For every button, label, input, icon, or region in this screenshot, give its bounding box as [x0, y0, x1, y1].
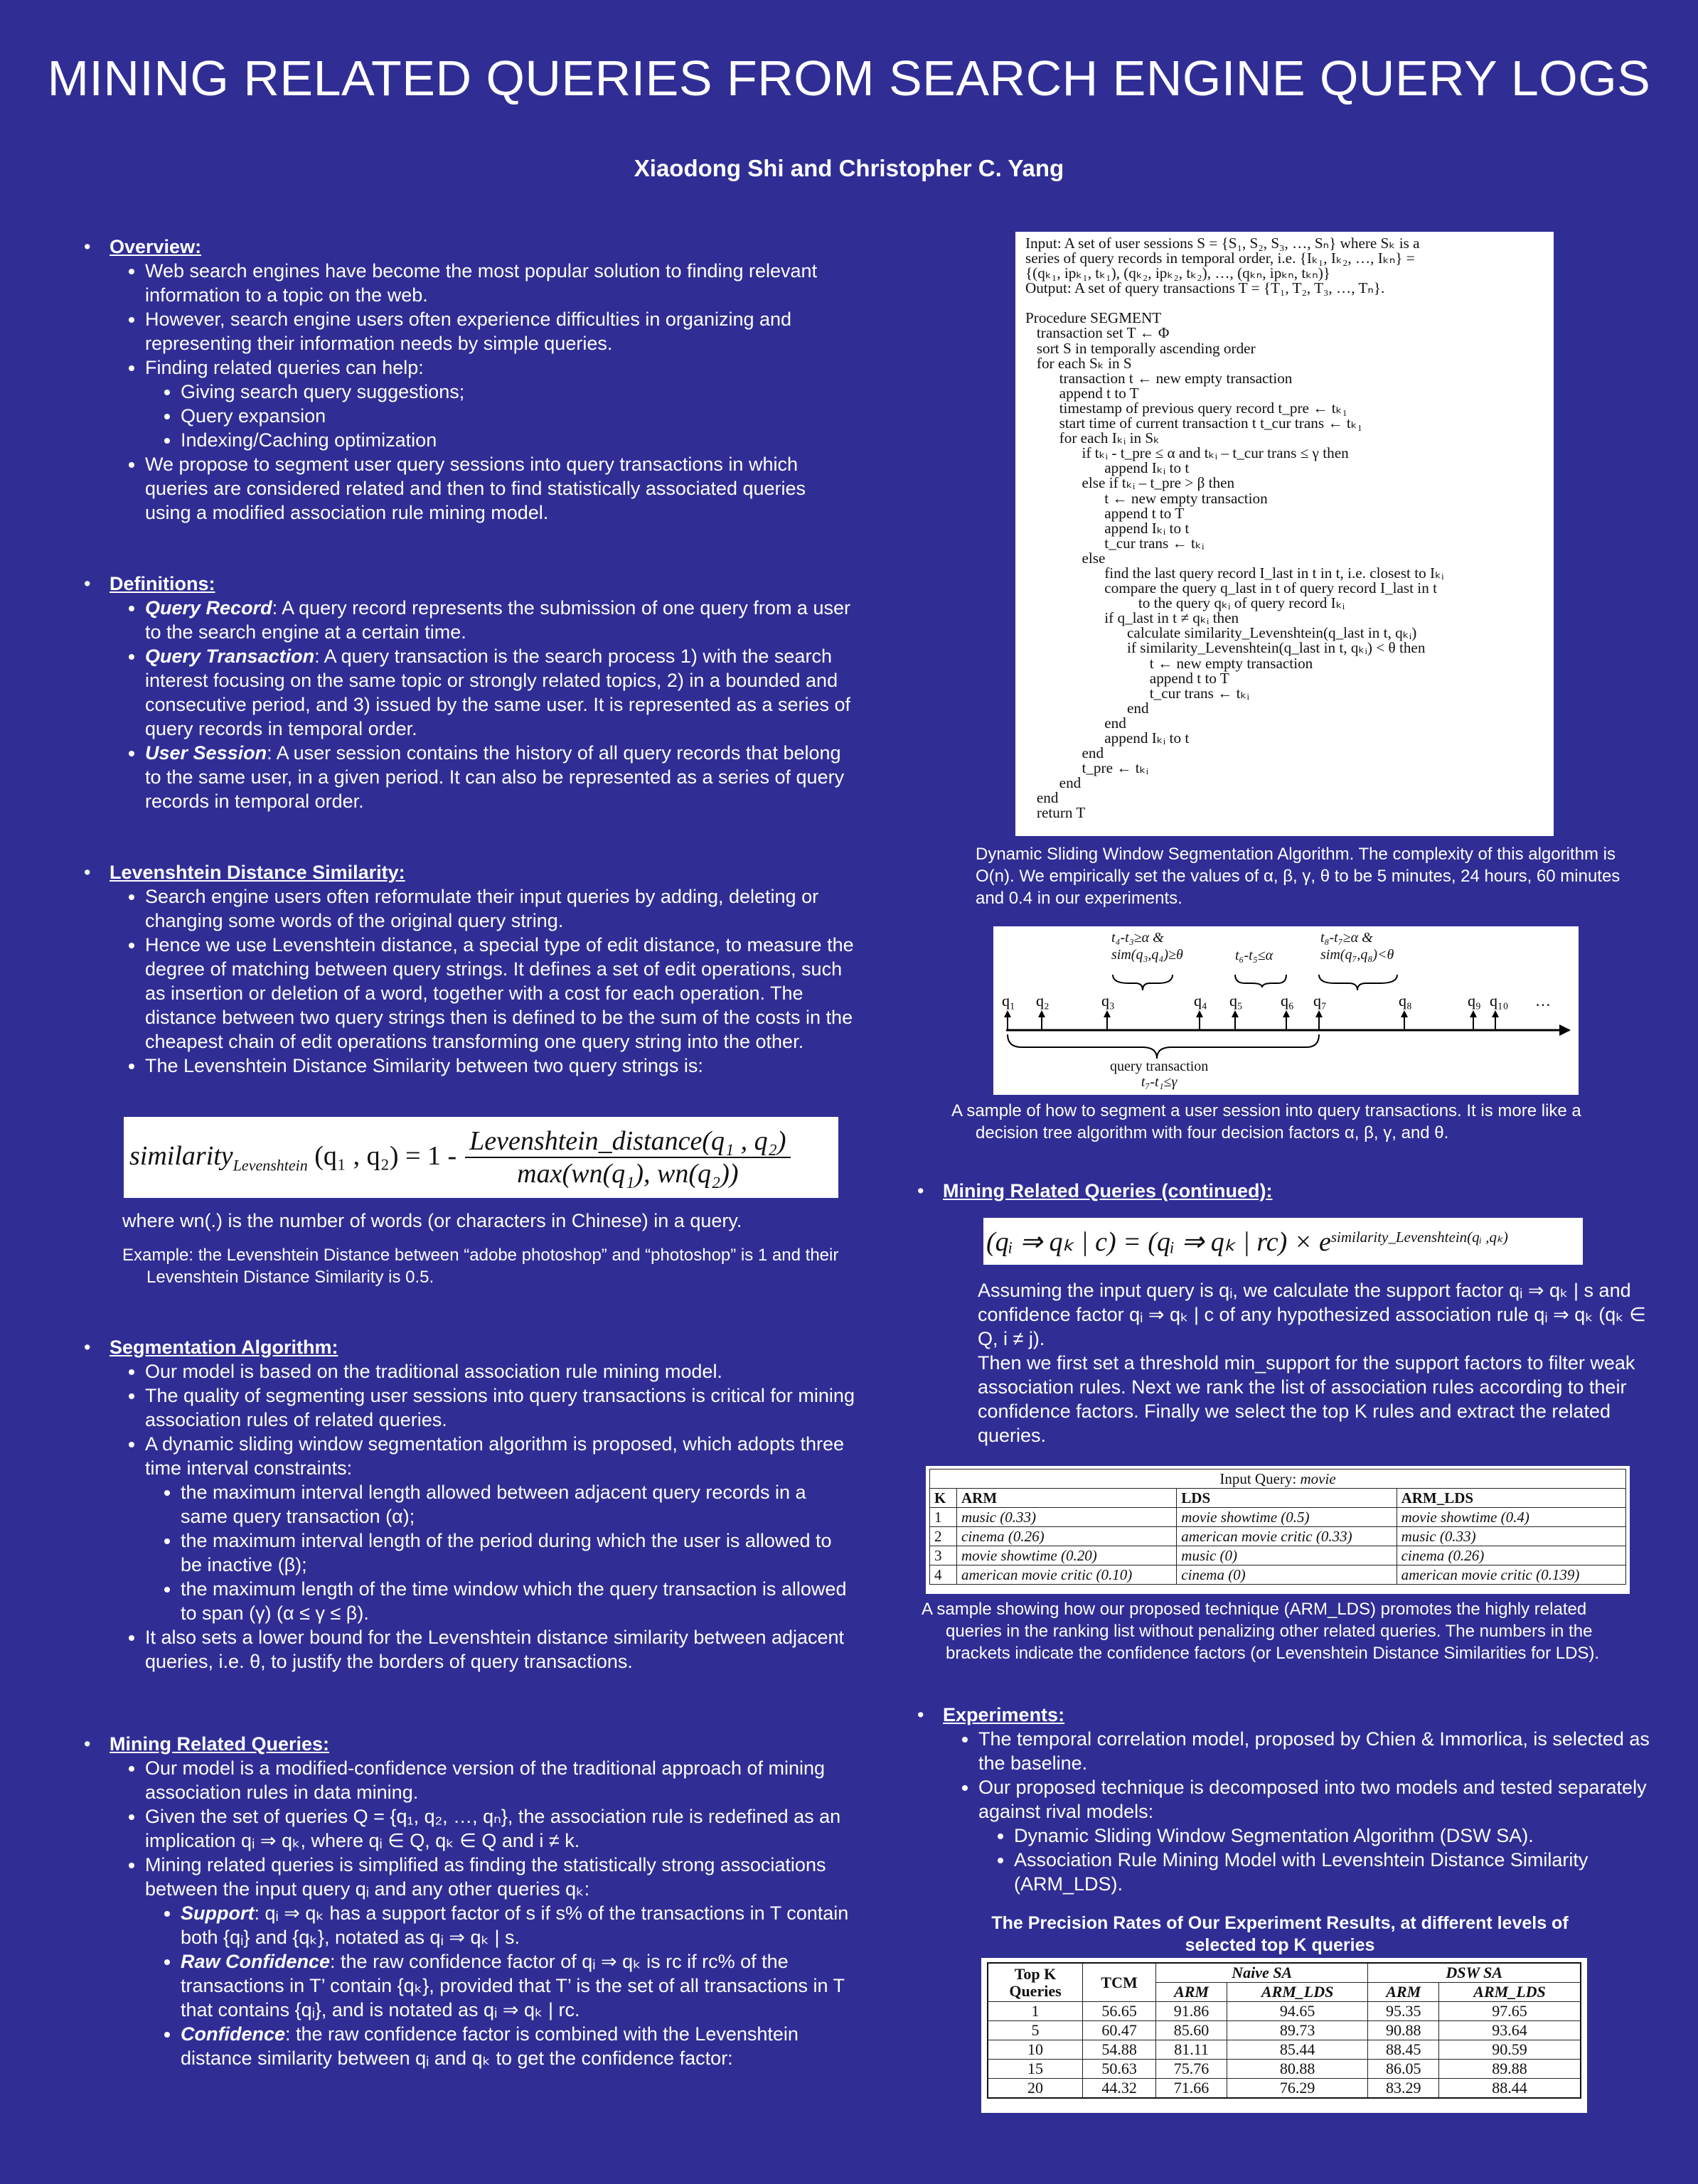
algorithm-line: start time of current transaction t t_cur trans ← tₖ₁	[1025, 414, 1363, 432]
brace-d	[1008, 1034, 1319, 1059]
experiments-section	[917, 1703, 1650, 1896]
confidence-formula-exponent: similarity_Levenshtein(qᵢ ,qₖ)	[1330, 1228, 1508, 1246]
algorithm-line: t_cur trans ← tₖᵢ	[1025, 534, 1205, 552]
precision-table-title: The Precision Rates of Our Experiment Results, at different levels of selected top K queries	[991, 1913, 1569, 1955]
term-user-session: User Session	[145, 742, 267, 764]
confidence-formula	[983, 1218, 1583, 1265]
header-top-k: Top K Queries	[988, 1963, 1083, 2002]
timeline-query-label: q₇	[1313, 992, 1327, 1010]
algorithm-line: append Iₖᵢ to t	[1025, 459, 1190, 477]
segmentation-sub-1: • the maximum interval length allowed between adjacent query records in a same query transaction (α);	[181, 1480, 855, 1529]
table-cell: american movie critic (0.33)	[1177, 1527, 1397, 1546]
query-table-column-header: ARM	[957, 1489, 1177, 1508]
overview-heading: Overview:	[110, 236, 202, 257]
table-cell: 5	[988, 2021, 1083, 2040]
mining-bullet-2: • Given the set of queries Q = {q₁, q₂, …, qₙ}, the association rule is redefined as an implication qᵢ ⇒ qₖ, where qᵢ ∈ Q, qₖ ∈ Q and i ≠ k.	[145, 1804, 855, 1853]
table-cell: cinema (0.26)	[957, 1527, 1177, 1546]
overview-sub-3: • Indexing/Caching optimization	[181, 428, 855, 452]
table-row	[930, 1565, 1626, 1585]
definition-query-record-text: : A query record represents the submission of one query from a user to the search engine at a certain time.	[145, 597, 850, 643]
table-cell: 86.05	[1368, 2060, 1439, 2079]
table-cell: 71.66	[1156, 2079, 1227, 2099]
table-cell: 60.47	[1083, 2021, 1156, 2040]
timeline-query-label: q₁₀	[1490, 992, 1509, 1010]
overview-bullet-2: • However, search engine users often experience difficulties in organizing and representing their information needs by simple queries.	[145, 307, 855, 355]
algorithm-line: if tₖᵢ - t_pre ≤ α and tₖᵢ – t_cur trans ≤ γ then	[1025, 444, 1349, 462]
definition-query-transaction-text: : A query transaction is the search process 1) with the search interest focusing on the same topic or strongly related topics, 2) in a bounded and consecutive period, and 3) issued by the same user. It is represented as a series of query records in temporal order.	[145, 646, 851, 739]
overview-sub-1: • Giving search query suggestions;	[181, 380, 855, 404]
right-column	[917, 1179, 1650, 1203]
formula-similarity: similarity	[129, 1140, 233, 1171]
timeline-svg	[993, 926, 1579, 1095]
definition-user-session	[145, 741, 855, 813]
algorithm-line: Output: A set of query transactions T = {T₁, T₂, T₃, …, Tₙ}.	[1025, 279, 1385, 297]
mining2-section	[917, 1179, 1650, 1203]
algorithm-line	[1025, 296, 1544, 311]
algorithm-line: t_cur trans ← tₖᵢ	[1025, 684, 1249, 702]
term-confidence: Confidence	[181, 2023, 286, 2045]
table-cell: 89.88	[1439, 2060, 1581, 2079]
table-cell: 95.35	[1368, 2002, 1439, 2021]
table-cell: 20	[988, 2079, 1083, 2099]
formula-denominator: max(wn(q₁), wn(q₂))	[517, 1159, 739, 1189]
confidence-formula-main: (qᵢ ⇒ qₖ | c) = (qᵢ ⇒ qₖ | rc) × e	[986, 1226, 1331, 1257]
algorithm-line: {(qₖ₁, ipₖ₁, tₖ₁), (qₖ₂, ipₖ₂, tₖ₂), …, (qₖₙ, ipₖₙ, tₖₙ)}	[1025, 264, 1330, 282]
algorithm-line: else if tₖᵢ – t_pre > β then	[1025, 474, 1235, 492]
table-cell: 89.73	[1227, 2021, 1367, 2040]
algorithm-line: t ← new empty transaction	[1025, 489, 1268, 507]
overview-bullet-3-text: Finding related queries can help:	[145, 357, 424, 378]
query-table-column-header: LDS	[1177, 1489, 1397, 1508]
query-table-column-header: K	[930, 1489, 957, 1508]
algorithm-line: end	[1025, 744, 1104, 762]
algorithm-line: calculate similarity_Levenshtein(q_last in t, qₖᵢ)	[1025, 624, 1417, 642]
mining2-bullet-1: Assuming the input query is qᵢ, we calculate the support factor qᵢ ⇒ qₖ | s and confidence factor qᵢ ⇒ qₖ | c of any hypothesized association rule qᵢ ⇒ qₖ (qₖ ∈ Q, i ≠ j).	[978, 1280, 1646, 1349]
levenshtein-bullet-2: • Hence we use Levenshtein distance, a special type of edit distance, to measure the degree of matching between query strings. It defines a set of edit operations, such as insertion or deletion of a word, together with a cost for each operation. The distance between two query strings then is defined to be the sum of the costs in the cheapest chain of edit operations transforming one query string into the other.	[145, 933, 855, 1054]
experiments-sub-1: • Dynamic Sliding Window Segmentation Algorithm (DSW SA).	[1014, 1824, 1650, 1848]
algorithm-line: end	[1025, 714, 1126, 732]
label-a-line1: t₄-t₃≥α &	[1111, 930, 1164, 946]
table-cell: 50.63	[1083, 2060, 1156, 2079]
table-cell: 93.64	[1439, 2021, 1581, 2040]
levenshtein-bullet-3: • The Levenshtein Distance Similarity between two query strings is:	[145, 1054, 855, 1078]
overview-bullet-1: • Web search engines have become the most popular solution to finding relevant information to a topic on the web.	[145, 259, 855, 307]
algorithm-line: transaction set T ← Φ	[1025, 324, 1170, 342]
table-cell: 1	[988, 2002, 1083, 2021]
brace-a	[1113, 975, 1173, 990]
algorithm-line: append t to T	[1025, 669, 1229, 687]
algorithm-line: append Iₖᵢ to t	[1025, 729, 1190, 746]
timeline-arrowhead	[1559, 1024, 1571, 1036]
algorithm-line: series of query records in temporal order, i.e. {Iₖ₁, Iₖ₂, …, Iₖₙ} =	[1025, 250, 1415, 267]
table-cell: 97.65	[1439, 2002, 1581, 2021]
timeline-tick-arrow	[1283, 1010, 1290, 1017]
algorithm-line: else	[1025, 549, 1106, 567]
algorithm-line: to the query qₖᵢ of query record Iₖᵢ	[1025, 594, 1345, 612]
timeline-tick-arrow	[1470, 1010, 1477, 1017]
precision-table-box	[981, 1958, 1587, 2113]
experiments-bullet-2-text: Our proposed technique is decomposed into two models and tested separately against rival models:	[978, 1777, 1647, 1822]
algorithm-line: compare the query q_last in t of query record I_last in t	[1025, 579, 1437, 597]
mining2-bullet-2: Then we first set a threshold min_support for the support factors to filter weak association rules. Next we rank the list of association rules according to their confidence factors. Finally we select the top K rules and extract the related queries.	[978, 1352, 1635, 1446]
left-column	[84, 235, 855, 1078]
segmentation-bullet-3-text: A dynamic sliding window segmentation algorithm is proposed, which adopts three time interval constraints:	[145, 1433, 845, 1479]
header-dsw-arm-lds: ARM_LDS	[1439, 1983, 1581, 2002]
experiments-sub-2: • Association Rule Mining Model with Levenshtein Distance Similarity (ARM_LDS).	[1014, 1848, 1650, 1896]
table-cell: 2	[930, 1527, 957, 1546]
formula-args: (q₁ , q₂) = 1 -	[314, 1140, 457, 1171]
query-table-box	[926, 1466, 1630, 1594]
timeline-query-label: q₆	[1281, 992, 1294, 1010]
table-cell: 75.76	[1156, 2060, 1227, 2079]
term-support: Support	[181, 1902, 255, 1924]
formula-lhs	[129, 1140, 456, 1175]
table-row	[930, 1508, 1626, 1527]
table-row	[988, 2002, 1581, 2021]
query-table	[929, 1469, 1626, 1585]
segmentation-section	[84, 1335, 855, 1674]
table-cell: 76.29	[1227, 2079, 1367, 2099]
table-cell: 88.45	[1368, 2040, 1439, 2060]
table-row	[988, 2060, 1581, 2079]
mining-support	[181, 1901, 855, 1949]
label-a-line2: sim(q₃,q₄)≥θ	[1111, 947, 1183, 963]
timeline-ticks	[1002, 992, 1551, 1030]
table-row	[930, 1546, 1626, 1565]
table-cell: 85.44	[1227, 2040, 1367, 2060]
precision-table-body	[988, 2002, 1581, 2099]
definition-query-record	[145, 596, 855, 644]
timeline-diagram	[993, 926, 1579, 1095]
term-raw-confidence: Raw Confidence	[181, 1951, 331, 1972]
mining-heading: Mining Related Queries:	[110, 1733, 330, 1755]
timeline-tick-arrow	[1104, 1010, 1111, 1017]
left-column-lower	[84, 1335, 855, 2070]
mining-bullet-3-text: Mining related queries is simplified as finding the statistically strong associations between the input query qᵢ and any other queries qₖ:	[145, 1854, 826, 1900]
table-cell: music (0)	[1177, 1546, 1397, 1565]
formula-fraction	[465, 1125, 790, 1189]
mining-bullet-3	[145, 1853, 855, 2070]
table-cell: american movie critic (0.139)	[1397, 1565, 1625, 1585]
term-query-transaction: Query Transaction	[145, 646, 315, 667]
header-naive-sa: Naive SA	[1156, 1963, 1368, 1983]
algorithm-line: end	[1025, 699, 1149, 717]
algorithm-lines	[1025, 236, 1544, 821]
label-a	[1111, 929, 1183, 963]
table-cell: movie showtime (0.5)	[1177, 1508, 1397, 1527]
table-cell: music (0.33)	[957, 1508, 1177, 1527]
table-row	[988, 2040, 1581, 2060]
algorithm-line: t_pre ← tₖᵢ	[1025, 759, 1149, 777]
mining-section	[84, 1732, 855, 2070]
table-cell: 94.65	[1227, 2002, 1367, 2021]
definition-query-transaction	[145, 644, 855, 741]
timeline-tick-arrow	[1401, 1010, 1408, 1017]
table-cell: music (0.33)	[1397, 1527, 1625, 1546]
poster-title: MINING RELATED QUERIES FROM SEARCH ENGINE QUERY LOGS	[47, 50, 1651, 106]
experiments-column	[917, 1703, 1650, 1896]
query-table-title	[930, 1470, 1626, 1489]
timeline-query-label: …	[1535, 992, 1551, 1010]
levenshtein-heading: Levenshtein Distance Similarity:	[110, 862, 405, 883]
table-cell: american movie critic (0.10)	[957, 1565, 1177, 1585]
query-table-header	[930, 1489, 1626, 1508]
table-cell: movie showtime (0.4)	[1397, 1508, 1625, 1527]
mining-confidence-text: : the raw confidence factor is combined with the Levenshtein distance similarity between qᵢ and qₖ to get the confidence factor:	[181, 2023, 799, 2069]
table-row	[988, 2021, 1581, 2040]
timeline-tick-arrow	[1004, 1010, 1011, 1017]
header-dsw-arm: ARM	[1368, 1983, 1439, 2002]
timeline-tick-arrow	[1492, 1010, 1499, 1017]
overview-bullet-3	[145, 355, 855, 452]
poster-authors: Xiaodong Shi and Christopher C. Yang	[634, 155, 1064, 181]
table-cell: cinema (0)	[1177, 1565, 1397, 1585]
timeline-query-label: q₄	[1194, 992, 1207, 1010]
levenshtein-notes	[122, 1209, 848, 1288]
levenshtein-example: Example: the Levenshtein Distance between “adobe photoshop” and “photoshop” is 1 and their Levenshtein Distance Similarity is 0.5.	[122, 1246, 839, 1287]
segmentation-sub-2: • the maximum interval length of the period during which the user is allowed to be inactive (β);	[181, 1529, 855, 1577]
table-cell: movie showtime (0.20)	[957, 1546, 1177, 1565]
label-d-line2: t₇-t₁≤γ	[1141, 1074, 1178, 1090]
brace-b	[1235, 975, 1286, 987]
table-cell: 1	[930, 1508, 957, 1527]
algorithm-line: find the last query record I_last in t in t, i.e. closest to Iₖᵢ	[1025, 564, 1444, 582]
precision-table	[987, 1962, 1581, 2099]
formula-numerator: Levenshtein_distance(q₁ , q₂)	[465, 1125, 790, 1158]
mining-support-text: : qᵢ ⇒ qₖ has a support factor of s if s% of the transactions in T contain both {qᵢ} and {qₖ}, notated as qᵢ ⇒ qₖ | s.	[181, 1902, 849, 1948]
table-cell: 44.32	[1083, 2079, 1156, 2099]
timeline-query-label: q₂	[1036, 992, 1050, 1010]
segmentation-bullet-3	[145, 1432, 855, 1625]
levenshtein-section	[84, 860, 855, 1078]
definitions-section	[84, 572, 855, 813]
algorithm-line: Input: A set of user sessions S = {S₁, S₂, S₃, …, Sₙ} where Sₖ is a	[1025, 235, 1420, 252]
table-cell: 90.59	[1439, 2040, 1581, 2060]
algorithm-line: timestamp of previous query record t_pre ← tₖ₁	[1025, 399, 1347, 417]
term-query-record: Query Record	[145, 597, 272, 619]
overview-bullet-4: • We propose to segment user query sessions into query transactions in which queries are considered related and then to find statistically associated queries using a modified association rule mining model.	[145, 452, 855, 525]
definition-user-session-text: : A user session contains the history of all query records that belong to the same user, in a given period. It can also be represented as a series of query records in temporal order.	[145, 742, 845, 812]
query-table-caption: A sample showing how our proposed technique (ARM_LDS) promotes the highly related queries in the ranking list without penalizing other related queries. The numbers in the brackets indicate the confidence factors (or Levenshtein Distance Similarities for LDS).	[922, 1600, 1600, 1663]
label-c-line2: sim(q₇,q₈)<θ	[1320, 947, 1394, 963]
label-c	[1320, 929, 1394, 963]
algorithm-line: for each Sₖ in S	[1025, 354, 1132, 372]
algorithm-line: Procedure SEGMENT	[1025, 309, 1162, 327]
table-cell: 15	[988, 2060, 1083, 2079]
table-cell: 83.29	[1368, 2079, 1439, 2099]
mining-raw-confidence-text: : the raw confidence factor of qᵢ ⇒ qₖ is rc if rc% of the transactions in T’ contain {qₖ}, provided that T’ is the set of all transactions in T that contains {qᵢ}, and is notated as qᵢ ⇒ qₖ | rc.	[181, 1951, 845, 2020]
timeline-tick-arrow	[1196, 1010, 1203, 1017]
header-tcm: TCM	[1083, 1963, 1156, 2002]
table-cell: 54.88	[1083, 2040, 1156, 2060]
table-cell: 81.11	[1156, 2040, 1227, 2060]
query-table-column-header: ARM_LDS	[1397, 1489, 1625, 1508]
segmentation-heading: Segmentation Algorithm:	[110, 1337, 338, 1358]
definitions-heading: Definitions:	[110, 573, 215, 594]
segmentation-bullet-2: • The quality of segmenting user sessions into query transactions is critical for mining association rules of related queries.	[145, 1383, 855, 1432]
label-d	[1110, 1059, 1208, 1090]
formula-subscript: Levenshtein	[233, 1156, 308, 1174]
algorithm-line: end	[1025, 789, 1059, 807]
table-cell: 4	[930, 1565, 957, 1585]
mining-bullet-1: • Our model is a modified-confidence version of the traditional approach of mining association rules in data mining.	[145, 1756, 855, 1804]
table-cell: 10	[988, 2040, 1083, 2060]
table-cell: 91.86	[1156, 2002, 1227, 2021]
mining-confidence	[181, 2022, 855, 2070]
mining2-bullets	[942, 1278, 1653, 1447]
timeline-tick-arrow	[1315, 1010, 1323, 1017]
levenshtein-formula	[124, 1117, 838, 1198]
experiments-heading: Experiments:	[943, 1704, 1065, 1725]
label-d-line1: query transaction	[1110, 1059, 1209, 1074]
mining2-heading: Mining Related Queries (continued):	[943, 1180, 1273, 1201]
timeline-tick-arrow	[1038, 1010, 1045, 1017]
levenshtein-bullet-1: • Search engine users often reformulate their input queries by adding, deleting or changing some words of the original query string.	[145, 884, 855, 933]
header-dsw-sa: DSW SA	[1368, 1963, 1581, 1983]
timeline-caption: A sample of how to segment a user session into query transactions. It is more like a decision tree algorithm with four decision factors α, β, γ, and θ.	[951, 1101, 1581, 1142]
query-table-title-query: movie	[1300, 1470, 1336, 1487]
timeline-query-label: q₅	[1229, 992, 1243, 1010]
algorithm-line: append t to T	[1025, 384, 1139, 402]
overview-sub-2: • Query expansion	[181, 404, 855, 428]
segmentation-bullet-1: • Our model is based on the traditional association rule mining model.	[145, 1359, 855, 1383]
algorithm-line: t ← new empty transaction	[1025, 654, 1313, 672]
algorithm-line: end	[1025, 774, 1082, 792]
header-naive-arm: ARM	[1156, 1983, 1227, 2002]
wn-note: where wn(.) is the number of words (or characters in Chinese) in a query.	[122, 1210, 742, 1231]
algorithm-box	[1015, 232, 1554, 836]
algorithm-line: return T	[1025, 804, 1086, 822]
label-c-line1: t₈-t₇≥α &	[1320, 930, 1373, 946]
table-cell: 3	[930, 1546, 957, 1565]
algorithm-caption: Dynamic Sliding Window Segmentation Algorithm. The complexity of this algorithm is O(n). We empirically set the values of α, β, γ, θ to be 5 minutes, 24 hours, 60 minutes and 0.4 in our experiments.	[976, 845, 1620, 908]
table-cell: 90.88	[1368, 2021, 1439, 2040]
segmentation-sub-3: • the maximum length of the time window which the query transaction is allowed to span (γ) (α ≤ γ ≤ β).	[181, 1577, 855, 1625]
timeline-query-label: q₈	[1399, 992, 1412, 1010]
timeline-query-label: q₉	[1468, 992, 1481, 1010]
experiments-bullet-2	[978, 1775, 1650, 1896]
table-cell: 88.44	[1439, 2079, 1581, 2099]
label-b: t₆-t₅≤α	[1235, 948, 1274, 963]
table-cell: 85.60	[1156, 2021, 1227, 2040]
query-table-title-prefix: Input Query:	[1219, 1470, 1301, 1487]
algorithm-line: append t to T	[1025, 504, 1185, 522]
algorithm-line: if similarity_Levenshtein(q_last in t, qₖᵢ) < θ then	[1025, 639, 1426, 657]
timeline-query-label: q₁	[1002, 992, 1015, 1010]
timeline-tick-arrow	[1232, 1010, 1239, 1017]
algorithm-line: transaction t ← new empty transaction	[1025, 369, 1293, 387]
timeline-query-label: q₃	[1101, 992, 1115, 1010]
experiments-bullet-1: • The temporal correlation model, proposed by Chien & Immorlica, is selected as the baseline.	[978, 1727, 1650, 1775]
table-cell: 80.88	[1227, 2060, 1367, 2079]
algorithm-line: sort S in temporally ascending order	[1025, 339, 1256, 357]
overview-section	[84, 235, 855, 525]
algorithm-line: for each Iₖᵢ in Sₖ	[1025, 429, 1160, 447]
query-table-body	[930, 1508, 1626, 1585]
table-row	[930, 1527, 1626, 1546]
table-cell: cinema (0.26)	[1397, 1546, 1625, 1565]
table-row	[988, 2079, 1581, 2099]
mining-raw-confidence	[181, 1949, 855, 2022]
table-cell: 56.65	[1083, 2002, 1156, 2021]
algorithm-line: if q_last in t ≠ qₖᵢ then	[1025, 609, 1239, 627]
algorithm-line: append Iₖᵢ to t	[1025, 519, 1190, 537]
header-naive-arm-lds: ARM_LDS	[1227, 1983, 1367, 2002]
segmentation-bullet-4: • It also sets a lower bound for the Levenshtein distance similarity between adjacent queries, i.e. θ, to justify the borders of query transactions.	[145, 1625, 855, 1674]
brace-c	[1319, 975, 1397, 990]
